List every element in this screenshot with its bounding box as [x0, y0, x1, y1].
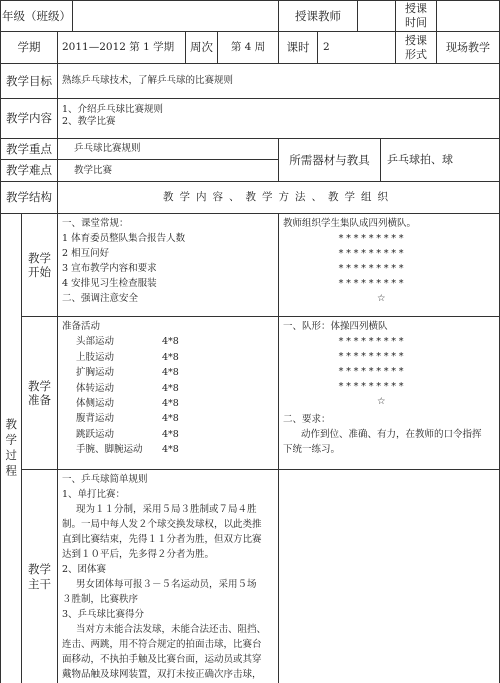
student-row: ********* [338, 248, 406, 259]
prep-item-name: 手腕、脚腕运动 [76, 444, 143, 456]
teacher-label: 授课教师 [278, 0, 358, 32]
equipment-label: 所需器材与教具 [278, 138, 381, 182]
main-line: ３胜制，比赛秩序 [62, 594, 139, 605]
structure-text [57, 181, 500, 214]
content-label: 教学内容 [0, 98, 58, 139]
prep-item-name: 腹背运动 [76, 413, 115, 425]
prep-item [62, 396, 274, 411]
time-label [395, 0, 437, 32]
equipment-value: 乒乓球拍、球 [380, 138, 500, 182]
content-line: 2、教学比赛 [62, 115, 116, 127]
structure-text-content: 教学内容、教学方法、教学组织 [163, 190, 394, 203]
teacher-position-icon: ☆ [377, 396, 386, 407]
start-organization [278, 213, 500, 317]
grade-value [72, 0, 279, 32]
structure-label: 教学结构 [0, 181, 58, 214]
start-org-title: 教师组织学生集队成四列横队。 [283, 218, 417, 229]
prep-item [62, 334, 274, 349]
key-point-label: 教学重点 [0, 138, 58, 160]
main-label [21, 469, 58, 683]
start-line: 2 相互问好 [62, 248, 110, 259]
hour-label: 课时 [278, 31, 318, 64]
main-line: 男女团体每可报３－５名运动员，采用５场 [76, 579, 257, 590]
teacher-value [357, 0, 396, 32]
start-line: 4 安排见习生检查服装 [62, 278, 157, 289]
prep-item [62, 411, 274, 426]
time-value [436, 0, 500, 32]
prep-title: 准备活动 [62, 321, 101, 332]
student-row: ********* [338, 233, 406, 244]
main-line: 连击、两跳，用不符合规定的拍面击球，比赛台 [62, 639, 262, 650]
prep-content [57, 316, 279, 470]
prep-item [62, 381, 274, 396]
main-line: 直到比赛结束，先得１１分者为胜，但双方比赛 [62, 534, 262, 545]
term-label: 学期 [0, 31, 58, 64]
prep-item [62, 442, 274, 457]
key-point-text: 乒乓球比赛规则 [57, 138, 279, 160]
start-line: 一、课堂常规： [62, 218, 129, 229]
main-label-line-1: 教学 [28, 562, 51, 577]
main-line: 达到１０平后，先多得２分者为胜。 [62, 549, 215, 560]
prep-item-count: 4*8 [162, 413, 179, 425]
start-label-line-1: 教学 [28, 250, 51, 265]
prep-item-name: 上肢运动 [76, 351, 115, 363]
difficulty-text: 教学比赛 [57, 159, 279, 182]
main-organization [278, 469, 500, 683]
main-line: 面移动，不执拍手触及比赛台面，运动员或其穿 [62, 654, 262, 665]
process-label-text: 教学过程 [4, 417, 19, 480]
prep-item-name: 体侧运动 [76, 398, 115, 410]
prep-req-title: 二、要求： [283, 414, 331, 425]
student-row: ********* [338, 263, 406, 274]
start-label [21, 213, 58, 317]
student-row: ********* [338, 381, 406, 392]
student-row: ********* [338, 351, 406, 362]
prep-req-text: 下统一练习。 [283, 444, 341, 455]
main-label-line-2: 主干 [28, 576, 51, 591]
prep-item [62, 365, 274, 380]
teacher-position-icon: ☆ [377, 293, 386, 304]
prep-organization [278, 316, 500, 470]
prep-item-name: 头部运动 [76, 336, 115, 348]
goals-label: 教学目标 [0, 63, 58, 99]
main-line: 3、乒乓球比赛得分 [62, 609, 145, 620]
main-content [57, 469, 279, 683]
main-line: 戴物品触及球网装置，双打未按正确次序击球， [62, 669, 262, 680]
prep-item-name: 跳跃运动 [76, 428, 115, 440]
main-line: 2、团体赛 [62, 564, 107, 575]
prep-item-count: 4*8 [162, 367, 179, 379]
start-label-line-2: 开始 [28, 265, 51, 279]
prep-item-name: 扩胸运动 [76, 367, 115, 379]
week-value: 第 4 周 [217, 31, 279, 64]
week-label: 周次 [185, 31, 218, 64]
form-value: 现场教学 [436, 31, 500, 64]
prep-label-line-1: 教学 [28, 378, 51, 393]
main-line: 1、单打比赛： [62, 489, 126, 500]
main-line: 现为１１分制，采用５局３胜制或７局４胜 [76, 504, 257, 515]
prep-item-count: 4*8 [162, 398, 179, 410]
prep-item [62, 427, 274, 442]
main-line: 一、乒乓球简单规则 [62, 474, 148, 485]
form-label-line-2: 形式 [405, 47, 427, 61]
content-line: 1、介绍乒乓球比赛规则 [62, 104, 164, 115]
main-line: 制。一局中每人发２个球交换发球权，以此类推 [62, 519, 262, 530]
prep-item-count: 4*8 [162, 444, 179, 456]
hour-value: 2 [317, 31, 396, 64]
student-row: ********* [338, 366, 406, 377]
prep-item-count: 4*8 [162, 382, 179, 394]
student-row: ********* [338, 278, 406, 289]
difficulty-label: 教学难点 [0, 159, 58, 182]
prep-label [21, 316, 58, 470]
prep-item [62, 350, 274, 365]
term-value: 2011—2012 第 1 学期 [57, 31, 186, 64]
prep-org-title: 一、队形：体操四列横队 [283, 321, 388, 332]
form-label [395, 31, 437, 64]
start-content [57, 213, 279, 317]
main-line: 当对方未能合法发球，未能合法还击、阻挡、 [76, 624, 267, 635]
prep-item-count: 4*8 [162, 428, 179, 440]
start-line: 3 宣布教学内容和要求 [62, 263, 157, 274]
form-label-line-1: 授课 [405, 33, 427, 47]
process-label [0, 213, 22, 683]
start-line: 1 体育委员整队集合报告人数 [62, 233, 186, 244]
student-row: ********* [338, 336, 406, 347]
prep-req-text: 动作到位、准确、有力，在教师的口令指挥 [301, 429, 482, 440]
grade-label: 年级（班级） [0, 0, 73, 32]
start-line: 二、强调注意安全 [62, 293, 139, 304]
goals-text: 熟练乒乓球技术，了解乒乓球的比赛规则 [57, 63, 500, 99]
prep-item-count: 4*8 [162, 351, 179, 363]
prep-label-line-2: 准备 [28, 393, 51, 407]
prep-item-name: 体转运动 [76, 382, 115, 394]
time-label-line-1: 授课 [405, 2, 427, 16]
time-label-line-2: 时间 [405, 16, 427, 29]
prep-item-count: 4*8 [162, 336, 179, 348]
content-text [57, 98, 500, 139]
